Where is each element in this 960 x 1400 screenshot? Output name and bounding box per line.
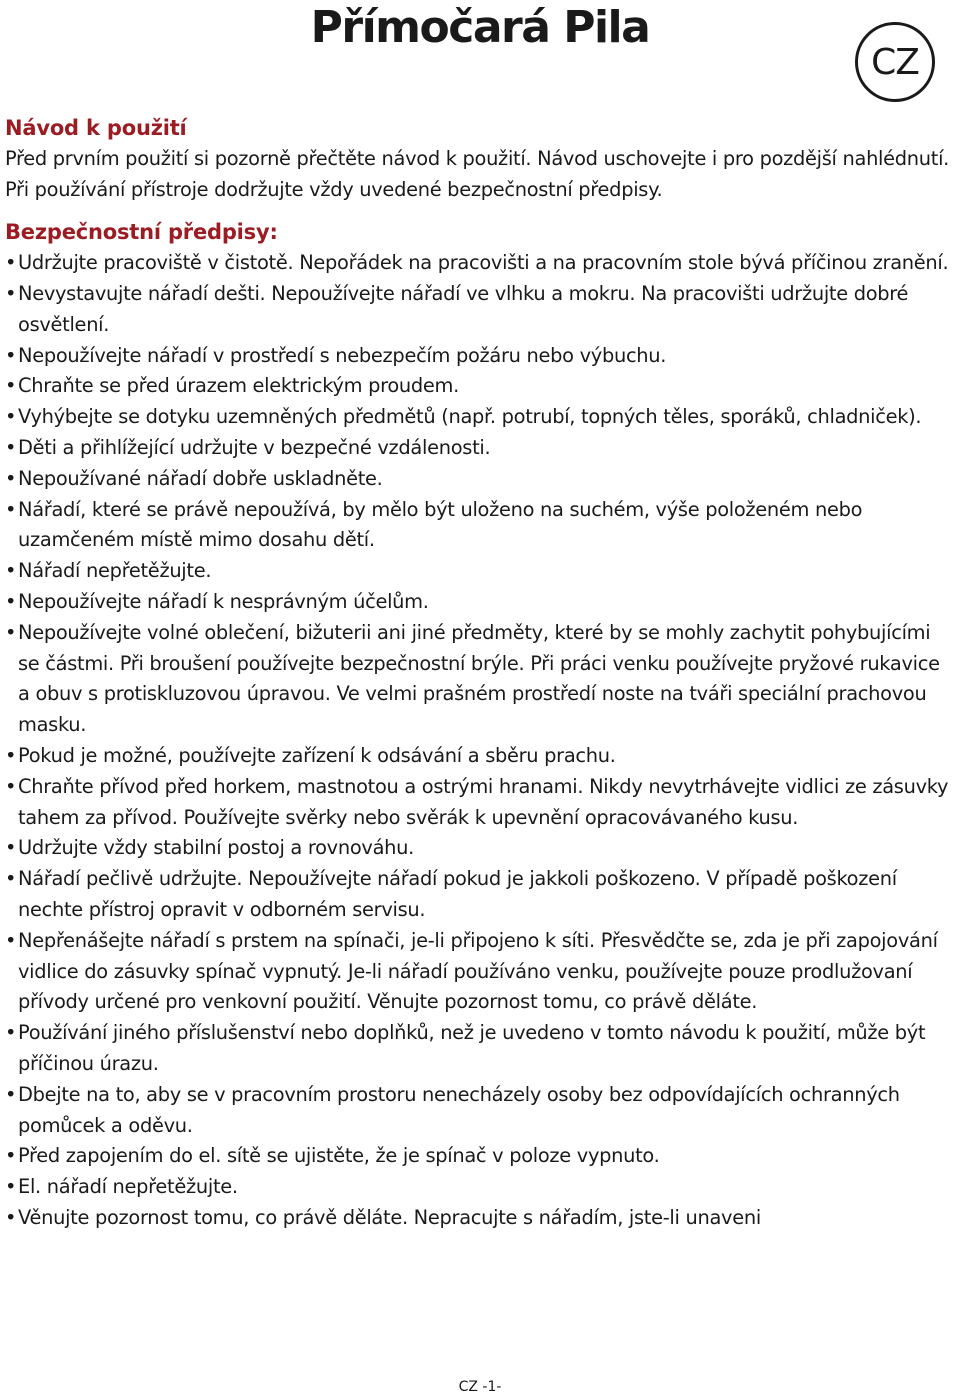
list-item: • Nepoužívejte volné oblečení, bižuterii ani jiné předměty, které by se mohly zachytit pohybujícími se částmi. Při broušení používejte bezpečnostní brýle. Při práci venku používejte pryžové rukavice a obuv s protiskluzovou úpravou. Ve velmi prašném prostředí noste na tváři speciální prachovou masku. (5, 618, 955, 741)
list-item: • Dbejte na to, aby se v pracovním prostoru nenecházely osoby bez odpovídajících ochranných pomůcek a oděvu. (5, 1080, 955, 1142)
safety-heading: Bezpečnostní předpisy: (5, 220, 278, 245)
list-item: • Nepřenášejte nářadí s prstem na spínači, je-li připojeno k síti. Přesvědčte se, zda je při zapojování vidlice do zásuvky spínač vypnutý. Je-li nářadí používáno venku, používejte pouze prodlužovaní přívody určené pro venkovní použití. Věnujte pozornost tomu, co právě děláte. (5, 926, 955, 1018)
list-item: • Používání jiného příslušenství nebo doplňků, než je uvedeno v tomto návodu k použití, může být příčinou úrazu. (5, 1018, 955, 1080)
list-item: • Věnujte pozornost tomu, co právě děláte. Nepracujte s nářadím, jste-li unaveni (5, 1203, 955, 1234)
intro-heading: Návod k použití (5, 116, 187, 140)
language-badge: CZ (855, 22, 935, 102)
list-item: • Nepoužívané nářadí dobře uskladněte. (5, 464, 955, 495)
safety-list (5, 248, 955, 1234)
list-item: • Nářadí nepřetěžujte. (5, 556, 955, 587)
page-number: CZ -1- (458, 1379, 502, 1395)
list-item: • Nářadí pečlivě udržujte. Nepoužívejte nářadí pokud je jakkoli poškozeno. V případě poškození nechte přístroj opravit v odborném servisu. (5, 864, 955, 926)
intro-text: Před prvním použití si pozorně přečtěte návod k použití. Návod uschovejte i pro pozdější nahlédnutí. Při používání přístroje dodržujte vždy uvedené bezpečnostní předpisy. (5, 146, 950, 201)
list-item: • El. nářadí nepřetěžujte. (5, 1172, 955, 1203)
list-item: • Děti a přihlížející udržujte v bezpečné vzdálenosti. (5, 433, 955, 464)
list-item: • Před zapojením do el. sítě se ujistěte, že je spínač v poloze vypnuto. (5, 1141, 955, 1172)
list-item: • Udržujte vždy stabilní postoj a rovnováhu. (5, 833, 955, 864)
list-item: • Nepoužívejte nářadí v prostředí s nebezpečím požáru nebo výbuchu. (5, 341, 955, 372)
list-item: • Nářadí, které se právě nepoužívá, by mělo být uloženo na suchém, výše položeném nebo uzamčeném místě mimo dosahu dětí. (5, 495, 955, 557)
list-item: • Chraňte přívod před horkem, mastnotou a ostrými hranami. Nikdy nevytrhávejte vidlici ze zásuvky tahem za přívod. Používejte svěrky nebo svěrák k upevnění opracovávaného kusu. (5, 772, 955, 834)
list-item: • Udržujte pracoviště v čistotě. Nepořádek na pracovišti a na pracovním stole bývá příčinou zranění. (5, 248, 955, 279)
list-item: • Chraňte se před úrazem elektrickým proudem. (5, 371, 955, 402)
list-item: • Nepoužívejte nářadí k nesprávným účelům. (5, 587, 955, 618)
page-title: Přímočará Pila (310, 2, 650, 53)
list-item: • Vyhýbejte se dotyku uzemněných předmětů (např. potrubí, topných těles, sporáků, chladniček). (5, 402, 955, 433)
manual-content (5, 113, 955, 1234)
list-item: • Nevystavujte nářadí dešti. Nepoužívejte nářadí ve vlhku a mokru. Na pracovišti udržujte dobré osvětlení. (5, 279, 955, 341)
list-item: • Pokud je možné, používejte zařízení k odsávání a sběru prachu. (5, 741, 955, 772)
section-gap (5, 205, 955, 217)
